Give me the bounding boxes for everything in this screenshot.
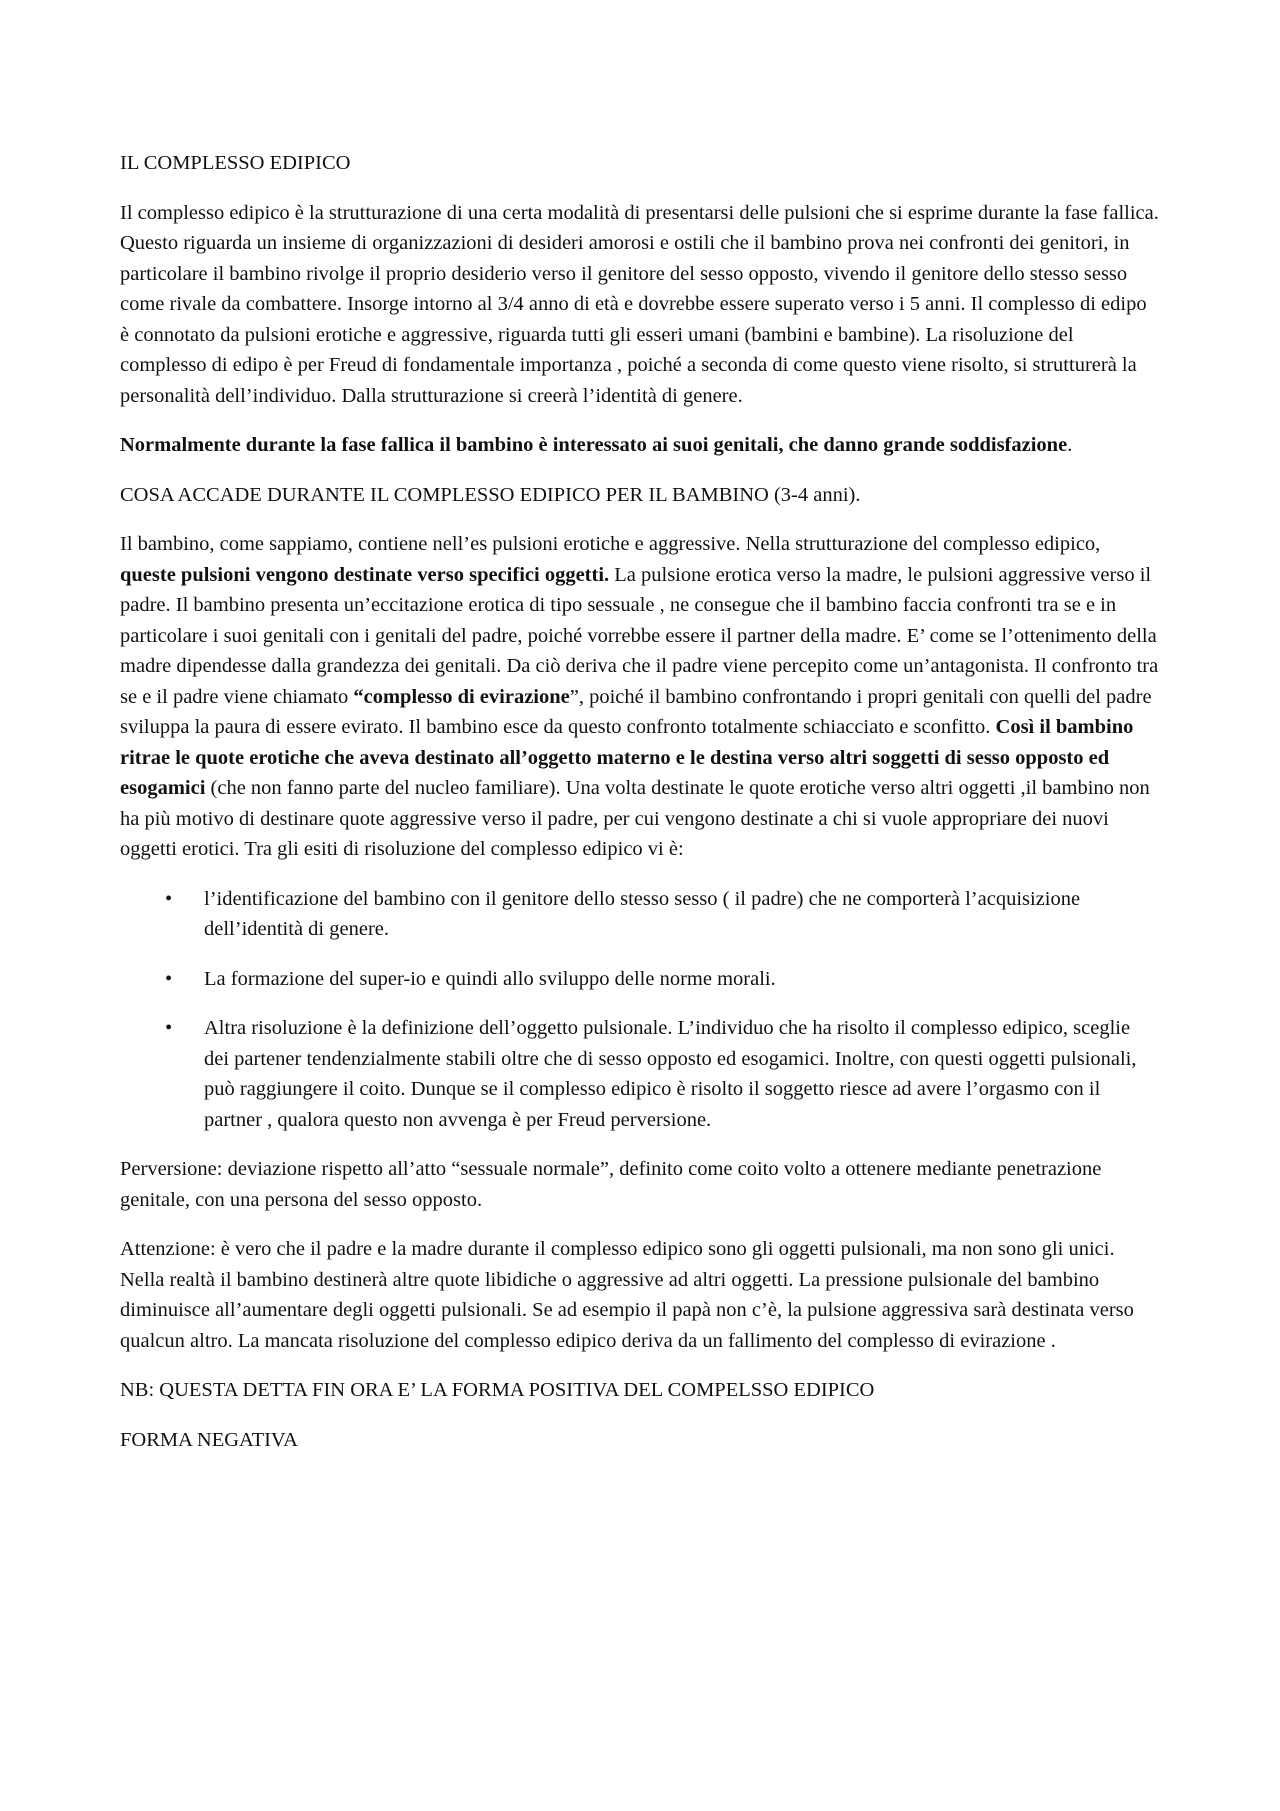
- list-item: [120, 964, 1160, 995]
- main-bold-3: Così il bambino ritrae le quote erotiche che aveva destinato all’oggetto materno e le destina verso altri soggetti di sesso opposto ed esogamici: [120, 716, 1134, 799]
- bold-note-paragraph: [120, 430, 1160, 461]
- negative-heading: FORMA NEGATIVA: [120, 1428, 298, 1451]
- perversione-paragraph: Perversione: deviazione rispetto all’atto “sessuale normale”, definito come coito volto a ottenere mediante penetrazione genitale, con una persona del sesso opposto.: [120, 1158, 1102, 1211]
- outcomes-list: [120, 884, 1160, 1136]
- list-item-text: l’identificazione del bambino con il genitore dello stesso sesso ( il padre) che ne comporterà l’acquisizione dell’identità di genere.: [204, 887, 1081, 940]
- main-text-3: ”, poiché il bambino confrontando i propri genitali con quelli del padre sviluppa la paura di essere evirato. Il bambino esce da questo confronto totalmente schiacciato e sconfitto.: [120, 685, 1152, 738]
- list-item: [120, 884, 1160, 945]
- main-paragraph: [120, 529, 1160, 865]
- bold-note-tail: .: [1067, 434, 1073, 456]
- main-text-1: Il bambino, come sappiamo, contiene nell’es pulsioni erotiche e aggressive. Nella strutturazione del complesso edipico,: [120, 533, 1101, 555]
- main-bold-1: queste pulsioni vengono destinate verso specifici oggetti.: [120, 563, 610, 586]
- main-text-4: (che non fanno parte del nucleo familiare). Una volta destinate le quote erotiche verso altri oggetti ,il bambino non ha più motivo di destinare quote aggressive verso il padre, per cui vengono destinate a chi si vuole appropriare dei nuovi oggetti erotici. Tra gli esiti di risoluzione del complesso edipico vi è:: [120, 777, 1150, 860]
- section-heading: COSA ACCADE DURANTE IL COMPLESSO EDIPICO PER IL BAMBINO (3-4 anni).: [120, 483, 861, 506]
- bullet-icon: •: [165, 967, 173, 990]
- document-page: [120, 148, 1160, 1474]
- bullet-icon: •: [165, 887, 173, 910]
- intro-paragraph: Il complesso edipico è la strutturazione di una certa modalità di presentarsi delle pulsioni che si esprime durante la fase fallica. Questo riguarda un insieme di organizzazioni di desideri amorosi e ostili che il bambino prova nei confronti dei genitori, in particolare il bambino rivolge il proprio desiderio verso il genitore del sesso opposto, vivendo il genitore dello stesso sesso come rivale da combattere. Insorge intorno al 3/4 anno di età e dovrebbe essere superato verso i 5 anni. Il complesso di edipo è connotato da pulsioni erotiche e aggressive, riguarda tutti gli esseri umani (bambini e bambine). La risoluzione del complesso di edipo è per Freud di fondamentale importanza , poiché a seconda di come questo viene risolto, si strutturerà la personalità dell’individuo. Dalla strutturazione si creerà l’identità di genere.: [120, 201, 1159, 407]
- list-item: [120, 1013, 1160, 1135]
- list-item-text: Altra risoluzione è la definizione dell’oggetto pulsionale. L’individuo che ha risolto il complesso edipico, sceglie dei partener tendenzialmente stabili oltre che di sesso opposto ed esogamici. Inoltre, con questi oggetti pulsionali, può raggiungere il coito. Dunque se il complesso edipico è risolto il soggetto riesce ad avere l’orgasmo con il partner , qualora questo non avvenga è per Freud perversione.: [204, 1017, 1137, 1131]
- document-title: IL COMPLESSO EDIPICO: [120, 152, 351, 174]
- bold-note-text: Normalmente durante la fase fallica il bambino è interessato ai suoi genitali, che danno grande soddisfazione: [120, 434, 1068, 456]
- list-item-text: La formazione del super-io e quindi allo sviluppo delle norme morali.: [204, 967, 776, 990]
- nb-line: NB: QUESTA DETTA FIN ORA E’ LA FORMA POSITIVA DEL COMPELSSO EDIPICO: [120, 1379, 875, 1401]
- main-bold-2: “complesso di evirazione: [353, 685, 570, 708]
- main-text-2: La pulsione erotica verso la madre, le pulsioni aggressive verso il padre. Il bambino presenta un’eccitazione erotica di tipo sessuale , ne consegue che il bambino faccia confronti tra se e in particolare i suoi genitali con i genitali del padre, poiché vorrebbe essere il partner della madre. E’ come se l’ottenimento della madre dipendesse dalla grandezza dei genitali. Da ciò deriva che il padre viene percepito come un’antagonista. Il confronto tra se e il padre viene chiamato: [120, 563, 1159, 708]
- attenzione-paragraph: Attenzione: è vero che il padre e la madre durante il complesso edipico sono gli oggetti pulsionali, ma non sono gli unici. Nella realtà il bambino destinerà altre quote libidiche o aggressive ad altri oggetti. La pressione pulsionale del bambino diminuisce all’aumentare degli oggetti pulsionali. Se ad esempio il papà non c’è, la pulsione aggressiva sarà destinata verso qualcun altro. La mancata risoluzione del complesso edipico deriva da un fallimento del complesso di evirazione .: [120, 1238, 1134, 1352]
- bullet-icon: •: [165, 1017, 173, 1039]
